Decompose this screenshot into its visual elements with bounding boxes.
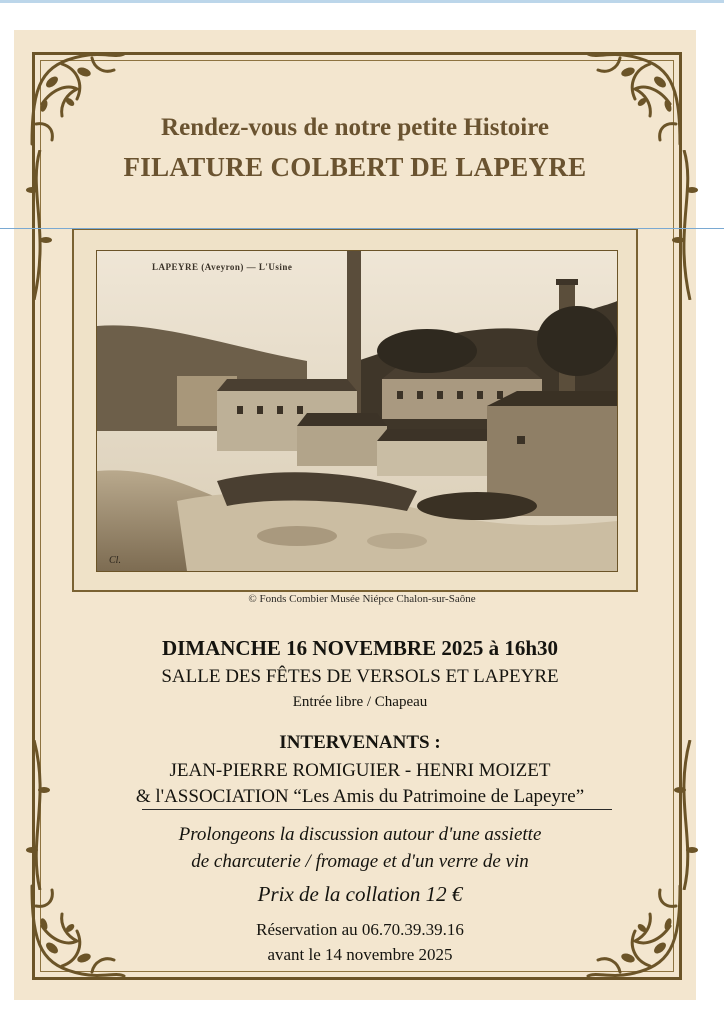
svg-text:Cl.: Cl. [109, 555, 121, 566]
scan-artifact-line [0, 228, 724, 229]
refreshment-line-1: Prolongeons la discussion autour d'une assiette [178, 824, 542, 845]
event-date: DIMANCHE 16 NOVEMBRE 2025 à 16h30 [161, 636, 559, 660]
association-underline [142, 809, 612, 810]
vine-ornament-icon [20, 150, 60, 300]
vine-ornament-icon [664, 150, 704, 300]
entry-info: Entrée libre / Chapeau [292, 694, 428, 710]
collation-price: Prix de la collation 12 € [257, 882, 463, 906]
photo-credit: © Fonds Combier Musée Niépce Chalon-sur-Saône [248, 593, 476, 605]
reservation-deadline: avant le 14 novembre 2025 [267, 945, 453, 964]
photo-caption: LAPEYRE (Aveyron) — L'Usine [152, 262, 293, 272]
refreshment-line-2: de charcuterie / fromage et d'un verre de vin [191, 851, 529, 872]
vine-ornament-icon [664, 740, 704, 890]
poster-title: FILATURE COLBERT DE LAPEYRE [123, 152, 587, 182]
scan-edge [0, 0, 724, 3]
poster-subtitle: Rendez-vous de notre petite Histoire [161, 114, 549, 141]
speakers-names: JEAN-PIERRE ROMIGUIER - HENRI MOIZET [169, 760, 551, 781]
reservation-phone: Réservation au 06.70.39.39.16 [256, 920, 464, 939]
event-venue: SALLE DES FÊTES DE VERSOLS ET LAPEYRE [161, 666, 559, 687]
vine-ornament-icon [20, 740, 60, 890]
historic-factory-photo [96, 250, 618, 572]
speakers-heading: INTERVENANTS : [279, 732, 441, 753]
association-name: & l'ASSOCIATION “Les Amis du Patrimoine de Lapeyre” [135, 786, 585, 807]
